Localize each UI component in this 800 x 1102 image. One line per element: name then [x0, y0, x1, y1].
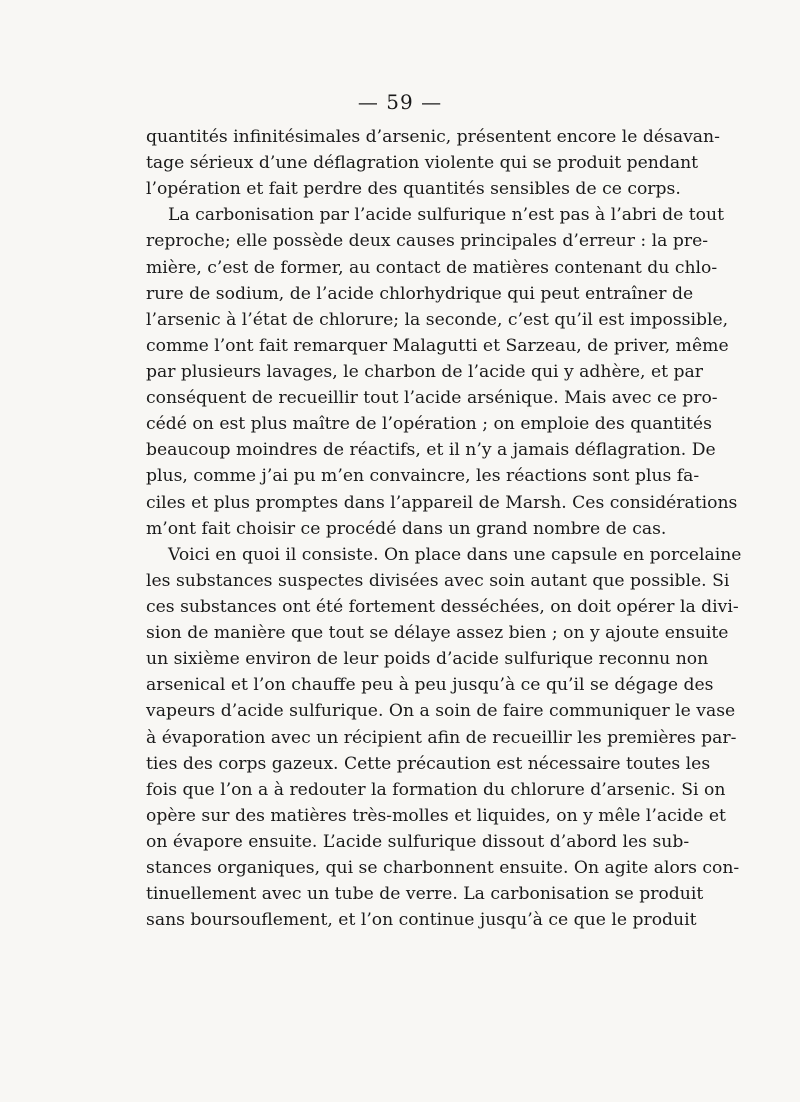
- text-line: l’opération et fait perdre des quantités sensibles de ce corps.: [146, 179, 681, 200]
- text-line: cédé on est plus maître de l’opération ; on emploie des quantités: [146, 414, 712, 435]
- page-number: — 59 —: [357, 90, 443, 114]
- text-line: tinuellement avec un tube de verre. La carbonisation se produit: [146, 884, 704, 905]
- text-line: conséquent de recueillir tout l’acide arsénique. Mais avec ce pro-: [146, 388, 718, 409]
- text-line: à évaporation avec un récipient afin de recueillir les premières par-: [146, 727, 737, 748]
- text-line: sion de manière que tout se délaye assez bien ; on y ajoute ensuite: [146, 623, 729, 644]
- text-line: tage sérieux d’une déflagration violente qui se produit pendant: [146, 153, 699, 174]
- text-line: les substances suspectes divisées avec soin autant que possible. Si: [146, 570, 730, 591]
- text-line: reproche; elle possède deux causes principales d’erreur : la pre-: [146, 231, 709, 252]
- text-line: plus, comme j’ai pu m’en convaincre, les réactions sont plus fa-: [146, 466, 700, 487]
- text-line: stances organiques, qui se charbonnent ensuite. On agite alors con-: [146, 858, 740, 879]
- text-line: sans boursouflement, et l’on continue jusqu’à ce que le produit: [146, 910, 697, 931]
- text-line: ties des corps gazeux. Cette précaution est nécessaire toutes les: [146, 753, 711, 774]
- body-text: [146, 124, 742, 933]
- text-line: Voici en quoi il consiste. On place dans une capsule en porcelaine: [168, 544, 742, 565]
- text-line: on évapore ensuite. L’acide sulfurique dissout d’abord les sub-: [146, 831, 690, 852]
- text-line: ces substances ont été fortement desséchées, on doit opérer la divi-: [146, 596, 739, 617]
- text-line: opère sur des matières très-molles et liquides, on y mêle l’acide et: [146, 805, 726, 826]
- text-line: comme l’ont fait remarquer Malagutti et Sarzeau, de priver, même: [146, 335, 729, 356]
- text-line: rure de sodium, de l’acide chlorhydrique qui peut entraîner de: [146, 283, 694, 304]
- text-line: mière, c’est de former, au contact de matières contenant du chlo-: [146, 257, 718, 278]
- text-line: La carbonisation par l’acide sulfurique n’est pas à l’abri de tout: [168, 205, 725, 226]
- text-line: l’arsenic à l’état de chlorure; la seconde, c’est qu’il est impossible,: [146, 309, 729, 330]
- text-line: arsenical et l’on chauffe peu à peu jusqu’à ce qu’il se dégage des: [146, 675, 714, 696]
- text-line: vapeurs d’acide sulfurique. On a soin de faire communiquer le vase: [146, 701, 736, 722]
- text-line: quantités infinitésimales d’arsenic, présentent encore le désavan-: [146, 127, 720, 147]
- text-line: un sixième environ de leur poids d’acide sulfurique reconnu non: [146, 649, 709, 670]
- text-line: beaucoup moindres de réactifs, et il n’y a jamais déflagration. De: [146, 440, 716, 461]
- text-line: m’ont fait choisir ce procédé dans un grand nombre de cas.: [146, 518, 667, 539]
- text-line: ciles et plus promptes dans l’appareil de Marsh. Ces considérations: [146, 492, 738, 513]
- text-line: par plusieurs lavages, le charbon de l’acide qui y adhère, et par: [146, 361, 703, 382]
- text-line: fois que l’on a à redouter la formation du chlorure d’arsenic. Si on: [146, 779, 726, 800]
